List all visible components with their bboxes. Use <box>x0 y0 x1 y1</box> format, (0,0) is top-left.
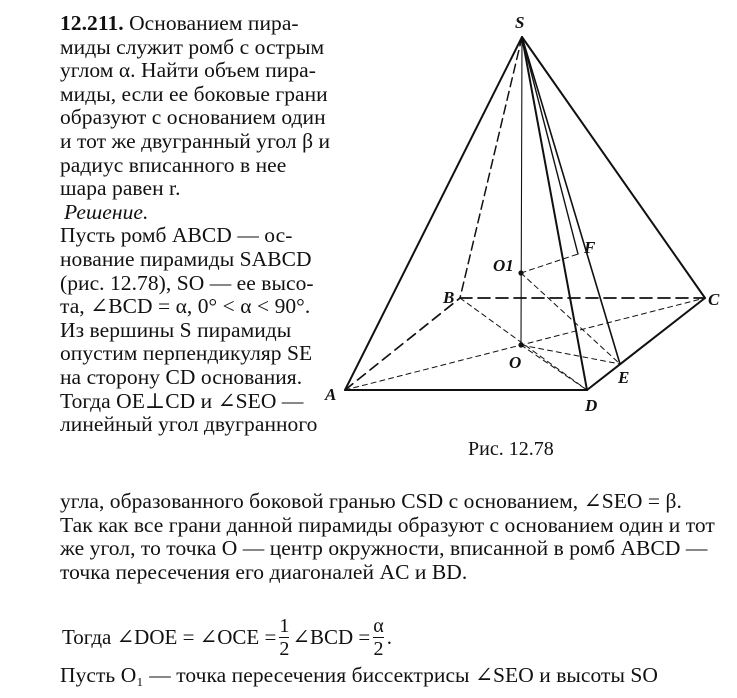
segment-SE <box>522 37 620 364</box>
problem-line: шара равен r. <box>60 176 181 201</box>
solution-heading: Решение. <box>64 199 149 224</box>
solution-line: Пусть ромб ABCD — ос- <box>60 223 293 248</box>
formula-middle: ∠BCD = <box>292 624 371 649</box>
solution-line: Тогда OE⊥CD и ∠SEO — <box>60 388 304 413</box>
fraction-alpha-half: $\frac{\alpha}{2}$ <box>373 614 384 660</box>
formula-prefix: Тогда ∠DOE = ∠OCE = <box>62 624 277 649</box>
label-B: B <box>443 288 455 307</box>
edge-SD <box>522 37 587 390</box>
solution-line: та, ∠BCD = α, 0° < α < 90°. <box>60 294 311 319</box>
problem-line: миды, если ее боковые грани <box>60 81 328 106</box>
problem-line: образуют с основанием один <box>60 105 326 130</box>
label-O1: O1 <box>493 256 514 275</box>
edge-SC <box>522 37 705 298</box>
formula-suffix: . <box>386 624 392 649</box>
segment-SF <box>522 37 578 254</box>
label-A: A <box>325 385 337 404</box>
solution-line: опустим перпендикуляр SE <box>60 341 313 366</box>
problem-line: углом α. Найти объем пира- <box>60 58 316 83</box>
problem-number: 12.211. <box>60 11 124 35</box>
problem-line: радиус вписанного в нее <box>60 152 287 177</box>
label-D: D <box>585 396 598 415</box>
segment-O1E <box>521 273 620 364</box>
solution-wide-line: Так как все грани данной пирамиды образуют с основанием один и тот <box>60 512 715 537</box>
segment-OD <box>521 345 587 390</box>
label-E: E <box>618 368 630 387</box>
point-O <box>518 342 523 347</box>
problem-line: миды служит ромб с острым <box>60 34 325 59</box>
solution-last-line: Пусть O₁ — точка пересечения биссектрисы ∠SEO и высоты SO <box>60 663 658 687</box>
point-O1 <box>518 270 523 275</box>
label-S: S <box>515 13 525 32</box>
label-C: C <box>708 290 720 309</box>
solution-line: на сторону CD основания. <box>60 364 303 389</box>
edge-SA <box>345 37 522 390</box>
problem-line: и тот же двугранный угол β и <box>60 128 331 153</box>
figure-caption: Рис. 12.78 <box>468 438 554 460</box>
solution-wide-line: же угол, то точка O — центр окружности, вписанной в ромб ABCD — <box>60 536 708 561</box>
solution-line: Из вершины S пирамиды <box>60 317 292 342</box>
solution-line: линейный угол двугранного <box>60 412 318 437</box>
segment-O1F <box>521 254 578 273</box>
label-F: F <box>584 238 596 257</box>
problem-line: Основанием пира- <box>129 11 299 35</box>
diagonal-AC <box>345 298 705 390</box>
solution-line: нование пирамиды SABCD <box>60 246 312 271</box>
edge-AB <box>345 298 460 390</box>
solution-line: (рис. 12.78), SO — ее высо- <box>60 270 314 295</box>
label-O: O <box>509 353 522 372</box>
solution-wide-line: точка пересечения его диагоналей AC и BD. <box>60 559 468 584</box>
fraction-one-half: $\frac{1}{2}$ <box>279 614 290 660</box>
solution-wide-line: угла, образованного боковой гранью CSD с основанием, ∠SEO = β. <box>60 489 682 513</box>
segment-OE <box>521 345 620 364</box>
